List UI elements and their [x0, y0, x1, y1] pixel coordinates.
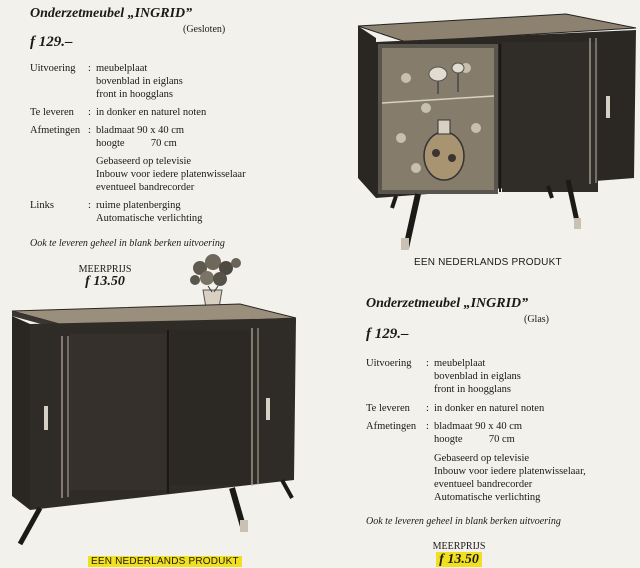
right-variant-note: Ook te leveren geheel in blank berken uitvoering [366, 516, 561, 527]
right-product-price: f 129.– [366, 326, 409, 342]
spec-value: front in hoogglans [434, 384, 511, 395]
glass-cabinet-image [356, 8, 640, 253]
spec-value: hoogte 70 cm [96, 138, 177, 149]
left-product-variant: (Gesloten) [183, 24, 226, 35]
right-extra-price [424, 541, 494, 566]
spec-value: Automatische verlichting [96, 213, 203, 224]
spec-value: bladmaat 90 x 40 cm [434, 421, 523, 432]
spec-value: bovenblad in eiglans [434, 371, 521, 382]
spec-label: Te leveren [30, 107, 74, 118]
spec-label: Afmetingen [366, 421, 417, 432]
spec-value: ruime platenberging [96, 200, 181, 211]
spec-value: in donker en naturel noten [96, 107, 207, 118]
right-caption: EEN NEDERLANDS PRODUKT [414, 257, 562, 268]
left-caption [88, 556, 242, 567]
spec-value: eventueel bandrecorder [434, 479, 533, 490]
spec-value: Gebaseerd op televisie [434, 453, 530, 464]
extra-price-highlight: f 13.50 [436, 552, 482, 567]
spec-label: Links [30, 200, 54, 211]
right-product-variant: (Glas) [524, 314, 549, 325]
extra-price-label: MEERPRIJS [78, 264, 132, 275]
extra-price-label: MEERPRIJS [432, 541, 486, 552]
spec-label: Te leveren [366, 403, 410, 414]
left-spec-table: Uitvoering : meubelplaat bovenblad in eiglans front in hoogglans Te leveren : in donker en naturel noten Afmetingen : bladmaat 90 x 40 cm hoogte 70 cm Gebaseerd op televisie Inbouw voor iedere platenwisselaar eventueel bandrecorder Links : ruime platenberging Automatische verlichting [30, 63, 246, 224]
extra-price-value [424, 553, 494, 566]
spec-value: bovenblad in eiglans [96, 76, 183, 87]
right-product-title: Onderzetmeubel „INGRID” [366, 296, 529, 311]
spec-value: Automatische verlichting [434, 492, 541, 503]
spec-label: Afmetingen [30, 125, 81, 136]
left-product-title: Onderzetmeubel „INGRID” [30, 6, 193, 21]
spec-value: Inbouw voor iedere platenwisselaar [96, 169, 246, 180]
spec-value: in donker en naturel noten [434, 403, 545, 414]
spec-value: hoogte 70 cm [434, 434, 515, 445]
spec-value: eventueel bandrecorder [96, 182, 195, 193]
flower-vase-icon [190, 254, 241, 308]
spec-value: bladmaat 90 x 40 cm [96, 125, 185, 136]
caption-highlight: EEN NEDERLANDS PRODUKT [88, 556, 242, 567]
closed-cabinet-image [0, 248, 310, 548]
left-product-price: f 129.– [30, 34, 73, 50]
left-variant-note: Ook te leveren geheel in blank berken uitvoering [30, 238, 225, 249]
spec-value: Inbouw voor iedere platenwisselaar, [434, 466, 586, 477]
spec-value: Gebaseerd op televisie [96, 156, 192, 167]
extra-price-value: f 13.50 [85, 274, 125, 289]
spec-value: meubelplaat [434, 358, 486, 369]
right-spec-table: Uitvoering : meubelplaat bovenblad in eiglans front in hoogglans Te leveren : in donker en naturel noten Afmetingen : bladmaat 90 x 40 cm hoogte 70 cm Gebaseerd op televisie Inbouw voor iedere platenwisselaar, eventueel bandrecorder Automatische verlichting [366, 358, 586, 503]
spec-value: front in hoogglans [96, 89, 173, 100]
spec-label: Uitvoering [366, 358, 412, 369]
spec-label: Uitvoering [30, 63, 76, 74]
spec-value: meubelplaat [96, 63, 148, 74]
